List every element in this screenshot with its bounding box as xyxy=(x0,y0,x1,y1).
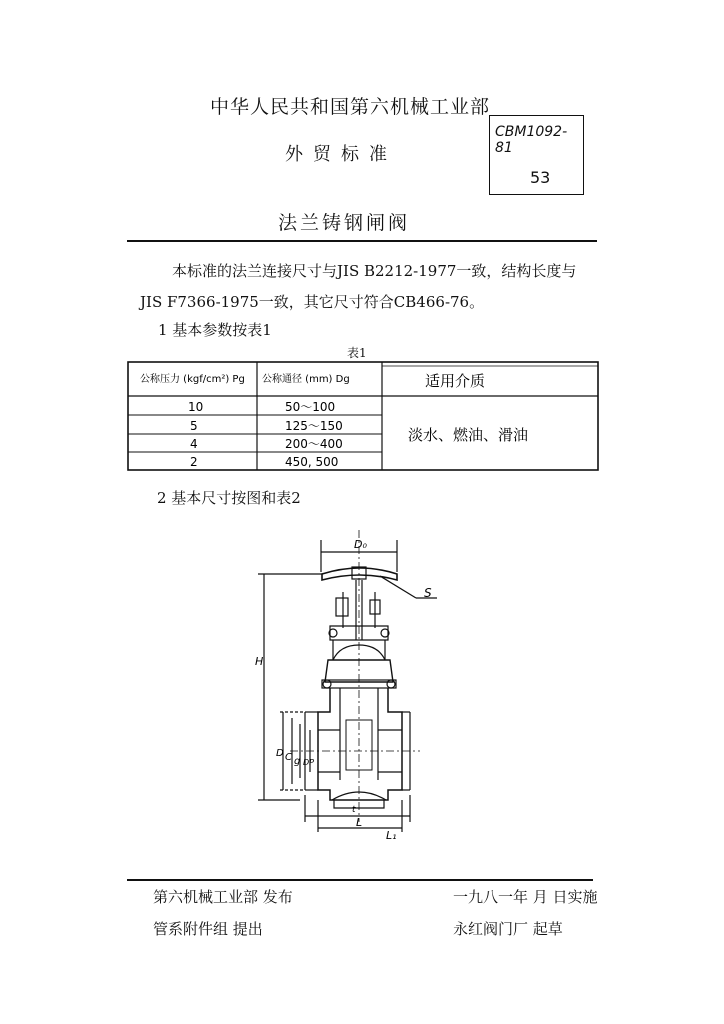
header-diameter: 公称通径 (mm) Dg xyxy=(262,374,350,385)
label-c: C xyxy=(285,752,292,763)
row3-diameter: 200～400 xyxy=(285,437,343,451)
row4-pressure: 2 xyxy=(190,455,198,469)
row1-diameter: 50～100 xyxy=(285,400,336,414)
footer-rule xyxy=(127,879,593,881)
row4-diameter: 450, 500 xyxy=(285,455,339,469)
intro-line-2: JIS F7366-1975一致，其它尺寸符合CB466-76。 xyxy=(140,293,485,311)
label-d0: D₀ xyxy=(354,538,367,551)
row1-pressure: 10 xyxy=(188,400,204,414)
row2-pressure: 5 xyxy=(190,419,198,433)
page-number: 53 xyxy=(530,168,551,187)
label-h: H xyxy=(255,655,264,668)
row2-diameter: 125～150 xyxy=(285,419,343,433)
label-l: L xyxy=(356,816,363,829)
footer-effective-date: 一九八一年 月 日实施 xyxy=(453,888,598,906)
footer-proposer: 管系附件组 提出 xyxy=(153,920,263,938)
standard-type: 外贸标准 xyxy=(285,144,397,165)
label-s: S xyxy=(424,586,432,600)
section-2-heading: 2 基本尺寸按图和表2 xyxy=(157,489,301,507)
footer-issuer: 第六机械工业部 发布 xyxy=(153,888,293,906)
medium-value: 淡水、燃油、滑油 xyxy=(408,426,529,444)
row3-pressure: 4 xyxy=(190,437,198,451)
ministry-name: 中华人民共和国第六机械工业部 xyxy=(210,96,491,118)
label-dp: DP xyxy=(303,758,314,767)
label-d: D xyxy=(276,748,284,759)
standard-code: CBM1092-81 xyxy=(495,124,568,156)
document-title: 法兰铸钢闸阀 xyxy=(278,212,411,234)
intro-line-1: 本标准的法兰连接尺寸与JIS B2212-1977一致，结构长度与 xyxy=(172,262,577,280)
footer-drafter: 永红阀门厂 起草 xyxy=(453,920,563,938)
label-l1: L₁ xyxy=(386,829,397,842)
section-1-heading: 1 基本参数按表1 xyxy=(158,321,272,339)
label-t: t xyxy=(352,805,356,815)
table-caption: 表1 xyxy=(347,346,367,360)
header-medium: 适用介质 xyxy=(425,372,486,390)
header-pressure: 公称压力 (kgf/cm²) Pg xyxy=(140,374,245,385)
label-g: g xyxy=(294,756,301,767)
